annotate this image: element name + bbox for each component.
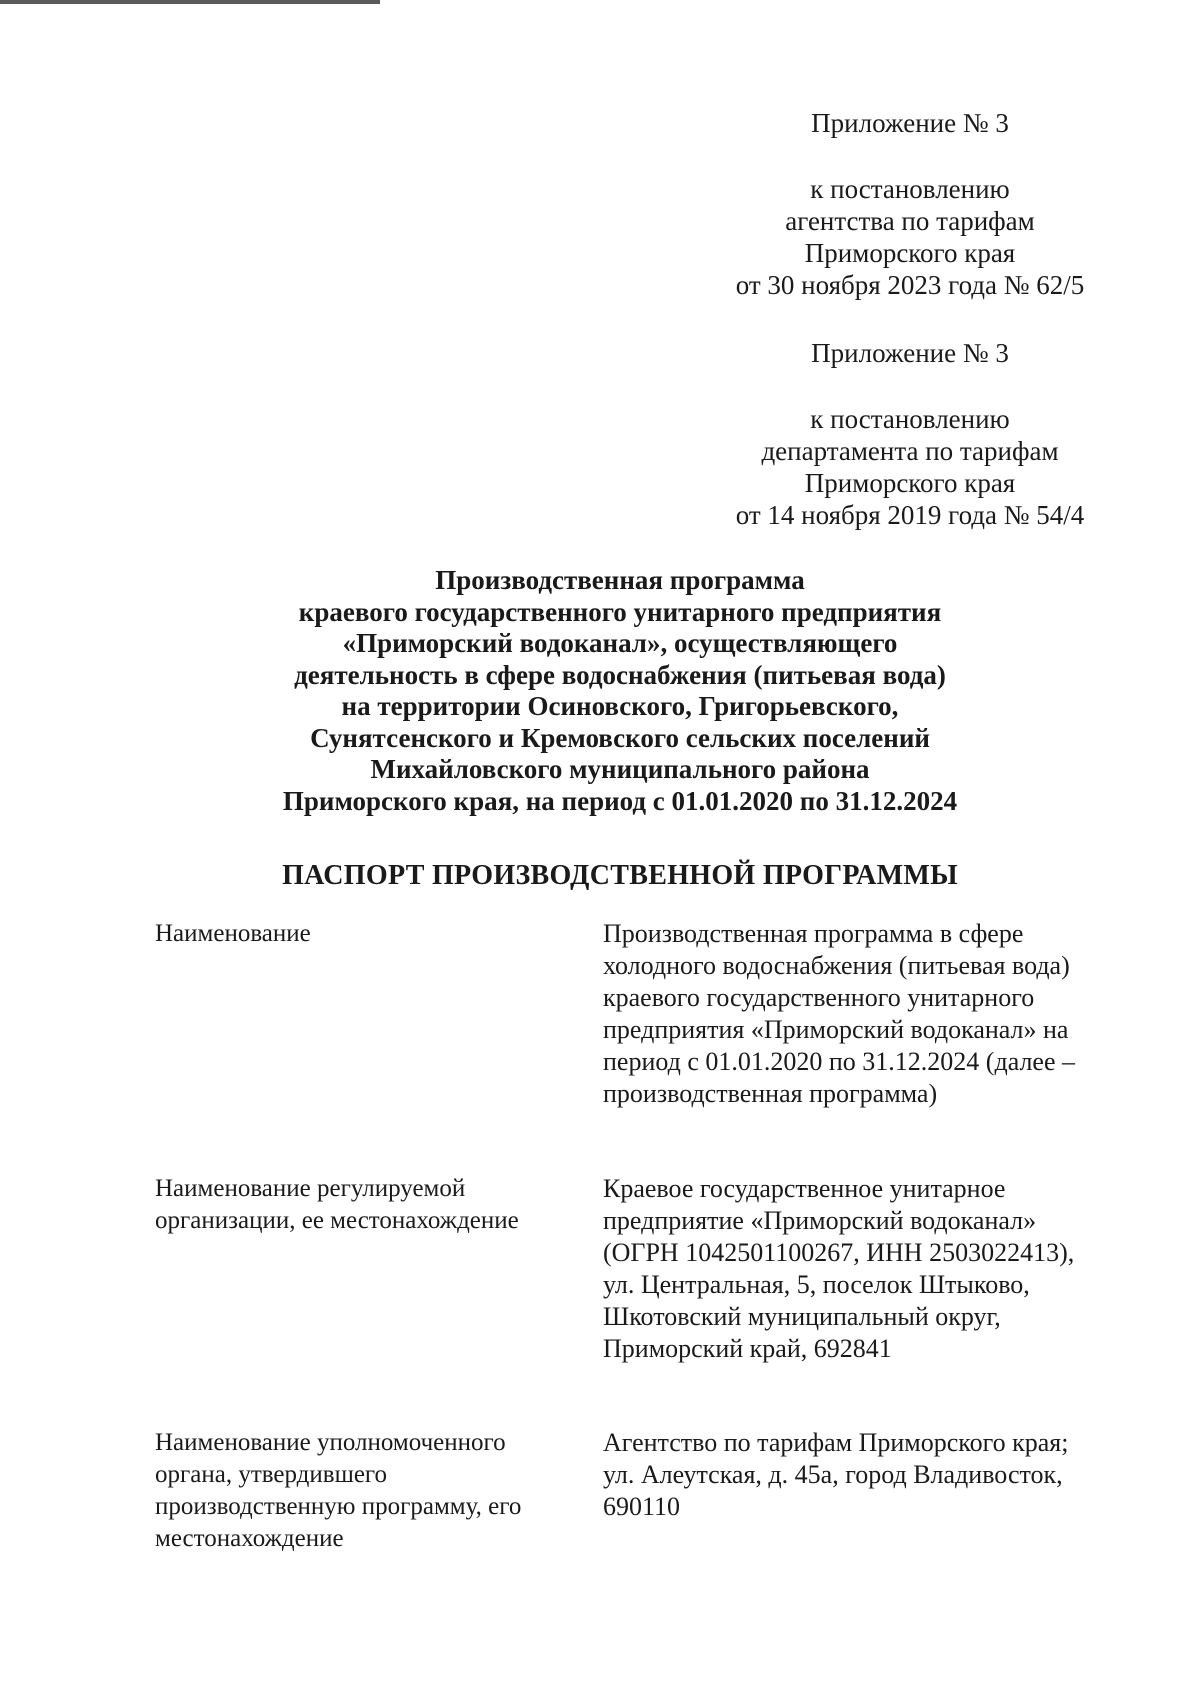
title-line: Сунятсенского и Кремовского сельских поселений [310,722,930,753]
annex-line: департамента по тарифам [761,436,1059,466]
title-line: на территории Осиновского, Григорьевского, [341,691,899,721]
row-value-line: Шкотовский муниципальный округ, [603,1302,1001,1331]
annex-line: Приморского края [804,468,1016,498]
row-value-line: Приморский край, 692841 [603,1334,892,1363]
row-value-line: 690110 [603,1492,681,1521]
title-line: краевого государственного унитарного предприятия [298,596,942,627]
row-value-line: Краевое государственное унитарное [603,1174,1006,1203]
row-label [155,1173,595,1237]
row-label-line: местонахождение [155,1525,344,1552]
row-label [155,918,595,950]
row-value [603,1427,1133,1523]
row-value-line: предприятие «Приморский водоканал» [603,1206,1037,1235]
annex-number: Приложение № 3 [811,338,1009,368]
annex-header-original [725,337,1095,531]
annex-number: Приложение № 3 [811,108,1009,138]
row-value-line: производственная программа) [603,1079,938,1108]
row-label-line: Наименование регулируемой [155,1175,466,1202]
annex-line: от 30 ноября 2023 года № 62/5 [735,270,1085,300]
row-value [603,918,1133,1110]
row-value-line: холодного водоснабжения (питьевая вода) [603,951,1070,980]
annex-line: от 14 ноября 2019 года № 54/4 [735,500,1085,530]
row-value [603,1173,1133,1365]
row-value-line: Агентство по тарифам Приморского края; [603,1428,1069,1457]
row-label-line: Наименование уполномоченного [155,1429,506,1456]
row-value-line: (ОГРН 1042501100267, ИНН 2503022413), [603,1238,1075,1267]
document-title [200,565,1040,817]
annex-line: к постановлению [810,174,1010,204]
annex-header-current [725,107,1095,301]
annex-line: Приморского края [804,238,1016,268]
title-line: Производственная программа [435,565,805,595]
row-value-line: период с 01.01.2020 по 31.12.2024 (далее – [603,1047,1076,1076]
row-label-line: производственную программу, его [155,1493,522,1520]
row-value-line: Производственная программа в сфере [603,919,1024,948]
row-label-line: Наименование [155,920,311,947]
scan-edge-mark [0,0,380,4]
title-line: деятельность в сфере водоснабжения (питьевая вода) [294,659,946,690]
annex-line: к постановлению [810,404,1010,434]
row-label-line: организации, ее местонахождение [155,1207,519,1234]
title-line: «Приморский водоканал», осуществляющего [342,628,898,658]
title-line: Михайловского муниципального района [370,754,870,784]
row-label [155,1427,595,1555]
row-value-line: краевого государственного унитарного [603,983,1035,1012]
title-line: Приморского края, на период с 01.01.2020 по 31.12.2024 [282,785,958,816]
row-value-line: предприятия «Приморский водоканал» на [603,1015,1069,1044]
row-label-line: органа, утвердившего [155,1461,388,1488]
row-value-line: ул. Алеутская, д. 45а, город Владивосток, [603,1460,1063,1489]
passport-heading: ПАСПОРТ ПРОИЗВОДСТВЕННОЙ ПРОГРАММЫ [282,860,958,891]
annex-line: агентства по тарифам [785,206,1035,236]
row-value-line: ул. Центральная, 5, поселок Штыково, [603,1270,1030,1299]
